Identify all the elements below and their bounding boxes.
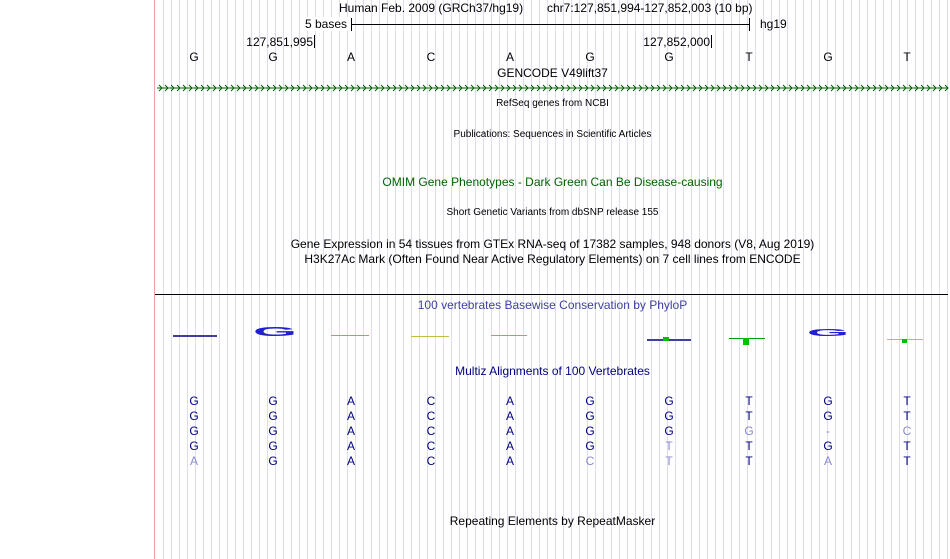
alignment-base: G xyxy=(823,439,833,453)
alignment-base: A xyxy=(505,394,514,408)
gene-feature-line[interactable] xyxy=(155,82,950,94)
gtex-track-title: Gene Expression in 54 tissues from GTEx RNA-seq of 17382 samples, 948 donors (V8, Aug 2019) xyxy=(290,237,815,251)
cons-logo-g-2: G xyxy=(253,325,297,340)
alignment-base: T xyxy=(745,409,753,423)
assembly-title: Human Feb. 2009 (GRCh37/hg19) xyxy=(339,1,524,15)
conservation-logo-plot[interactable] xyxy=(155,318,950,348)
alignment-base: T xyxy=(665,454,673,468)
alignment-base: G xyxy=(664,424,674,438)
h3k27ac-track-title: H3K27Ac Mark (Often Found Near Active Regulatory Elements) on 7 cell lines from ENCODE xyxy=(304,252,801,266)
alignment-base: C xyxy=(902,424,912,438)
alignment-base: A xyxy=(505,409,514,423)
reference-base: G xyxy=(664,50,674,64)
alignment-base: C xyxy=(585,454,595,468)
alignment-base: T xyxy=(903,439,911,453)
gencode-track-title: GENCODE V49lift37 xyxy=(497,66,608,80)
reference-base: G xyxy=(268,50,278,64)
multiz-track-title: Multiz Alignments of 100 Vertebrates xyxy=(455,364,650,378)
alignment-base: C xyxy=(426,424,436,438)
alignment-base: G xyxy=(189,409,199,423)
alignment-base: T xyxy=(665,439,673,453)
coord-left: 127,851,995 xyxy=(246,35,313,49)
alignment-base: G xyxy=(189,439,199,453)
alignment-base: A xyxy=(346,409,355,423)
alignment-base: C xyxy=(426,454,436,468)
alignment-base: G xyxy=(268,439,278,453)
cons-mark-3 xyxy=(331,335,369,336)
alignment-base: T xyxy=(903,454,911,468)
scale-db-label: hg19 xyxy=(760,17,787,31)
alignment-base: A xyxy=(823,454,832,468)
alignment-base: G xyxy=(268,409,278,423)
reference-base: A xyxy=(505,50,514,64)
reference-base: T xyxy=(903,50,911,64)
alignment-base: C xyxy=(426,394,436,408)
alignment-base: A xyxy=(505,424,514,438)
cons-mark-4 xyxy=(411,336,449,337)
omim-track-title: OMIM Gene Phenotypes - Dark Green Can Be Disease-causing xyxy=(382,175,723,189)
reference-base: G xyxy=(823,50,833,64)
cons-logo-g-9: G xyxy=(807,327,850,339)
alignment-base: G xyxy=(189,424,199,438)
reference-base: G xyxy=(189,50,199,64)
scale-bar-label: 5 bases xyxy=(304,17,347,31)
refseq-track-title: RefSeq genes from NCBI xyxy=(496,98,609,109)
repeatmasker-track-title: Repeating Elements by RepeatMasker xyxy=(449,514,656,528)
alignment-base: G xyxy=(744,424,754,438)
alignment-base: G xyxy=(268,394,278,408)
coord-right: 127,852,000 xyxy=(643,35,710,49)
alignment-base: A xyxy=(189,454,198,468)
alignment-base: A xyxy=(346,394,355,408)
alignment-base: A xyxy=(346,424,355,438)
coord-left-tick xyxy=(314,35,315,48)
alignment-base: G xyxy=(585,394,595,408)
publications-track-title: Publications: Sequences in Scientific Articles xyxy=(453,129,652,140)
track-labels-pane xyxy=(0,0,156,559)
alignment-base: G xyxy=(823,409,833,423)
alignment-base: A xyxy=(346,454,355,468)
cons-mark-8b xyxy=(743,338,749,345)
alignment-base: G xyxy=(585,409,595,423)
cons-mark-10b xyxy=(902,339,907,343)
alignment-base: G xyxy=(585,424,595,438)
window-position-text: chr7:127,851,994-127,852,003 (10 bp) xyxy=(547,1,753,15)
reference-base: T xyxy=(745,50,753,64)
alignment-base: G xyxy=(585,439,595,453)
alignment-base: G xyxy=(823,394,833,408)
alignment-base: G xyxy=(268,454,278,468)
alignment-base: G xyxy=(664,394,674,408)
cons-mark-5 xyxy=(491,335,527,336)
phylop-track-title: 100 vertebrates Basewise Conservation by PhyloP xyxy=(417,298,688,312)
alignment-base: G xyxy=(664,409,674,423)
cons-mark-1 xyxy=(173,335,217,337)
reference-base: G xyxy=(585,50,595,64)
alignment-base: A xyxy=(505,439,514,453)
alignment-base: C xyxy=(426,439,436,453)
alignment-base: T xyxy=(903,409,911,423)
alignment-base: C xyxy=(426,409,436,423)
alignment-base: T xyxy=(903,394,911,408)
reference-base: C xyxy=(426,50,436,64)
alignment-base: - xyxy=(826,424,830,438)
alignment-base: T xyxy=(745,439,753,453)
alignment-base: A xyxy=(505,454,514,468)
alignment-base: T xyxy=(745,454,753,468)
coord-right-tick xyxy=(711,35,712,48)
track-divider xyxy=(155,294,948,295)
cons-mark-7b xyxy=(663,337,669,341)
reference-base: A xyxy=(346,50,355,64)
alignment-base: T xyxy=(745,394,753,408)
alignment-base: G xyxy=(268,424,278,438)
alignment-base: G xyxy=(189,394,199,408)
dbsnp-track-title: Short Genetic Variants from dbSNP release 155 xyxy=(446,207,659,218)
alignment-base: A xyxy=(346,439,355,453)
